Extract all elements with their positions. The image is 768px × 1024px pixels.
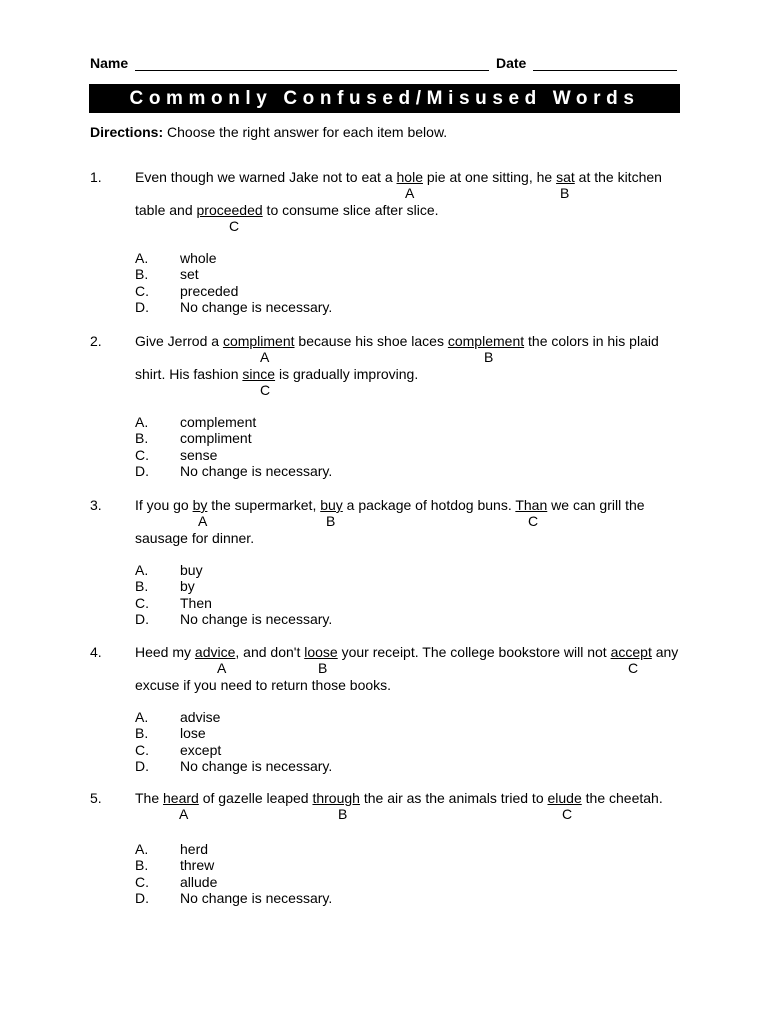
question-sentence-line: [135, 644, 678, 660]
question-sentence-line: [135, 333, 659, 349]
choice-text[interactable]: advise: [180, 709, 221, 725]
underlined-word: compliment: [222, 333, 295, 349]
directions: [90, 124, 447, 140]
underlined-word: buy: [320, 497, 343, 513]
sentence-text: The: [135, 790, 164, 806]
sentence-text: the cheetah.: [581, 790, 663, 806]
answer-marker-c: C: [528, 513, 539, 529]
choice-letter[interactable]: D.: [135, 299, 149, 316]
choice-letter[interactable]: D.: [135, 890, 149, 907]
question-sentence-line: [135, 530, 254, 546]
date-label: Date: [496, 55, 527, 71]
answer-marker-c: C: [260, 382, 271, 398]
underlined-word: accept: [610, 644, 652, 660]
question-sentence-line: [135, 202, 439, 218]
choice-text[interactable]: except: [180, 741, 222, 758]
underlined-word: hole: [396, 169, 423, 185]
sentence-text: the supermarket,: [207, 497, 321, 513]
choice-letter[interactable]: C.: [135, 282, 149, 299]
underlined-word: advice: [194, 644, 236, 660]
name-field-line[interactable]: [135, 70, 489, 71]
question-sentence-line: [135, 677, 391, 693]
choice-text[interactable]: allude: [180, 873, 218, 890]
question-sentence-line: [135, 497, 645, 513]
question-sentence-line: [135, 366, 418, 382]
choice-letter[interactable]: A.: [135, 250, 149, 266]
choice-text[interactable]: set: [180, 266, 199, 283]
answer-marker-a: A: [198, 513, 208, 529]
answer-marker-a: A: [405, 185, 415, 201]
title-banner: [89, 84, 680, 113]
underlined-word: Than: [515, 497, 548, 513]
question-number: 2.: [90, 333, 102, 349]
answer-marker-c: C: [562, 806, 573, 822]
question-sentence-line: [135, 790, 663, 806]
sentence-text: Even though we warned Jake not to eat a: [135, 169, 397, 185]
sentence-text: the colors in his plaid: [524, 333, 659, 349]
choice-letter[interactable]: B.: [135, 725, 149, 742]
choice-letter[interactable]: A.: [135, 414, 149, 430]
underlined-word: since: [242, 366, 276, 382]
choice-letter[interactable]: C.: [135, 741, 149, 758]
answer-marker-b: B: [318, 660, 328, 676]
choice-letter[interactable]: D.: [135, 463, 149, 480]
question-number: 4.: [90, 644, 102, 660]
sentence-text: any: [651, 644, 679, 660]
choice-text[interactable]: compliment: [180, 430, 252, 447]
sentence-text: Heed my: [135, 644, 195, 660]
answer-marker-a: A: [179, 806, 189, 822]
underlined-word: complement: [447, 333, 525, 349]
sentence-text: we can grill the: [547, 497, 645, 513]
sentence-text: excuse if you need to return those books.: [135, 677, 392, 693]
choice-text[interactable]: Then: [180, 594, 212, 611]
choice-text[interactable]: lose: [180, 725, 206, 742]
choice-letter[interactable]: C.: [135, 594, 149, 611]
choice-text[interactable]: No change is necessary.: [180, 890, 333, 907]
choice-letter[interactable]: C.: [135, 446, 149, 463]
choice-letter[interactable]: B.: [135, 266, 149, 283]
question-number: 3.: [90, 497, 102, 513]
choice-text[interactable]: whole: [180, 250, 217, 266]
sentence-text: at the kitchen: [574, 169, 662, 185]
sentence-text: table and: [135, 202, 197, 218]
choice-letter[interactable]: B.: [135, 578, 149, 595]
worksheet-title: Commonly Confused/Misused Words: [129, 88, 640, 109]
sentence-text: to consume slice after slice.: [262, 202, 439, 218]
answer-marker-c: C: [628, 660, 639, 676]
choice-text[interactable]: No change is necessary.: [180, 611, 333, 628]
choice-text[interactable]: preceded: [180, 282, 239, 299]
underlined-word: elude: [547, 790, 582, 806]
choice-letter[interactable]: B.: [135, 857, 149, 874]
choice-letter[interactable]: A.: [135, 562, 149, 578]
question-sentence-line: [135, 169, 662, 185]
choice-text[interactable]: No change is necessary.: [180, 299, 333, 316]
choice-letter[interactable]: B.: [135, 430, 149, 447]
sentence-text: pie at one sitting, he: [422, 169, 557, 185]
underlined-word: proceeded: [196, 202, 263, 218]
name-label: Name: [90, 55, 129, 71]
choice-text[interactable]: buy: [180, 562, 203, 578]
underlined-word: sat: [556, 169, 575, 185]
sentence-text: Give Jerrod a: [135, 333, 223, 349]
sentence-text: a package of hotdog buns.: [342, 497, 516, 513]
sentence-text: sausage for dinner.: [135, 530, 255, 546]
choice-letter[interactable]: D.: [135, 758, 149, 775]
answer-marker-b: B: [560, 185, 570, 201]
answer-marker-b: B: [484, 349, 494, 365]
directions-label: Directions:: [90, 124, 164, 140]
choice-text[interactable]: herd: [180, 841, 209, 857]
underlined-word: heard: [163, 790, 199, 806]
choice-text[interactable]: No change is necessary.: [180, 463, 333, 480]
underlined-word: through: [312, 790, 360, 806]
answer-marker-c: C: [229, 218, 240, 234]
answer-marker-a: A: [260, 349, 270, 365]
directions-text: Choose the right answer for each item below.: [163, 124, 448, 140]
choice-text[interactable]: sense: [180, 446, 218, 463]
choice-text[interactable]: threw: [180, 857, 215, 874]
choice-text[interactable]: complement: [180, 414, 257, 430]
underlined-word: by: [192, 497, 208, 513]
question-number: 5.: [90, 790, 102, 806]
sentence-text: because his shoe laces: [294, 333, 448, 349]
question-number: 1.: [90, 169, 102, 185]
choice-text[interactable]: by: [180, 578, 195, 595]
choice-letter[interactable]: A.: [135, 709, 149, 725]
answer-marker-b: B: [338, 806, 348, 822]
sentence-text: is gradually improving.: [275, 366, 419, 382]
sentence-text: shirt. His fashion: [135, 366, 243, 382]
sentence-text: your receipt. The college bookstore will not: [337, 644, 611, 660]
date-field-line[interactable]: [533, 70, 677, 71]
choice-letter[interactable]: C.: [135, 873, 149, 890]
answer-marker-b: B: [326, 513, 336, 529]
choice-letter[interactable]: A.: [135, 841, 149, 857]
sentence-text: the air as the animals tried to: [359, 790, 548, 806]
sentence-text: , and don't: [235, 644, 305, 660]
choice-text[interactable]: No change is necessary.: [180, 758, 333, 775]
choice-letter[interactable]: D.: [135, 611, 149, 628]
sentence-text: of gazelle leaped: [198, 790, 313, 806]
sentence-text: If you go: [135, 497, 193, 513]
underlined-word: loose: [304, 644, 338, 660]
answer-marker-a: A: [217, 660, 227, 676]
